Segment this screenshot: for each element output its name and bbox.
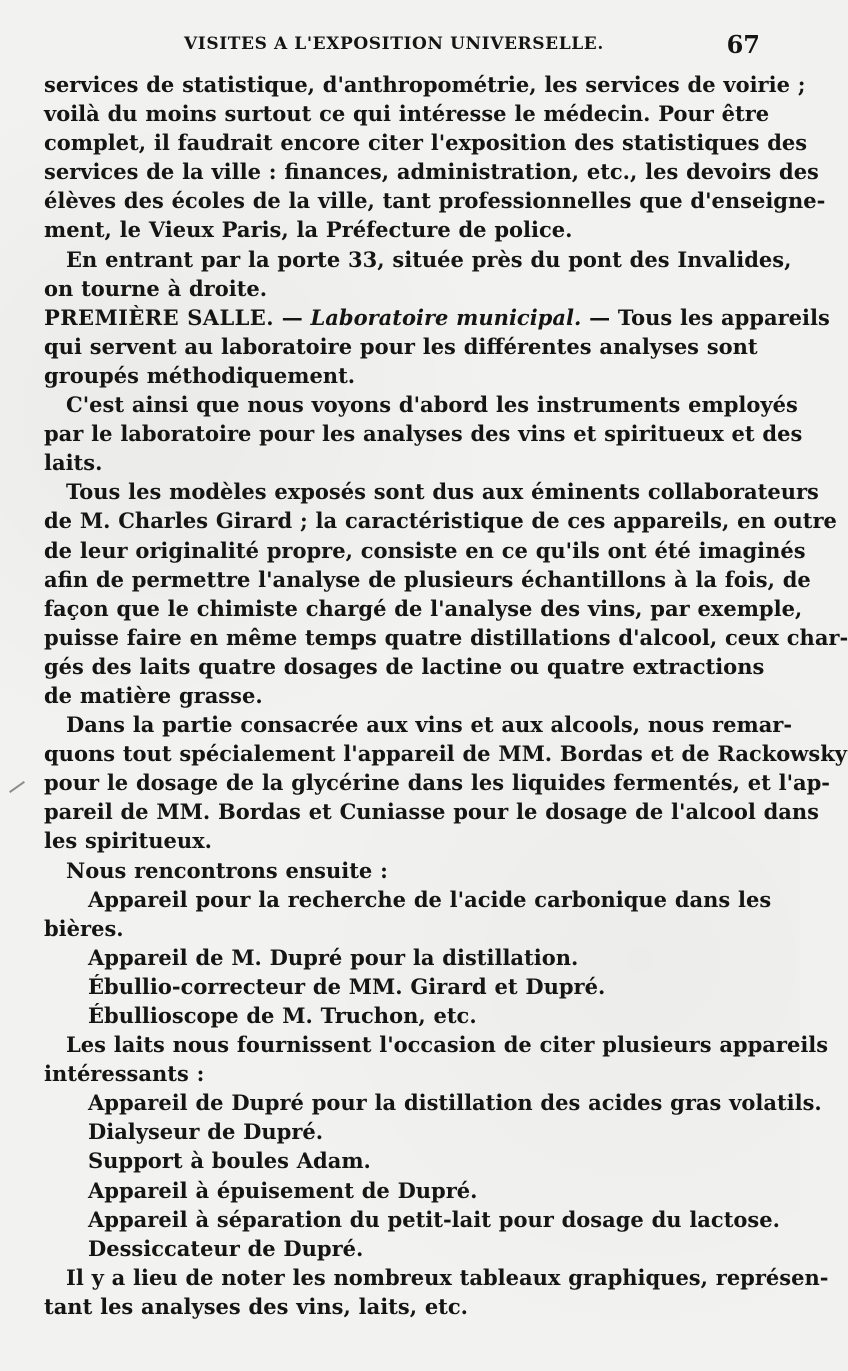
text-line: Nous rencontrons ensuite : <box>66 857 388 883</box>
text-line: pour le dosage de la glycérine dans les liquides fermentés, et l'ap- <box>44 770 831 796</box>
text-line: services de la ville : finances, administration, etc., les devoirs des <box>44 159 819 185</box>
text-line: de matière grasse. <box>44 682 263 708</box>
list-item: Ébullio-correcteur de MM. Girard et Dupré. <box>88 973 606 999</box>
text-line: laits. <box>44 450 103 476</box>
text-line: qui servent au laboratoire pour les différentes analyses sont <box>44 333 758 359</box>
page-header <box>44 28 762 66</box>
text-line: Tous les modèles exposés sont dus aux éminents collaborateurs <box>66 479 819 505</box>
text-line: on tourne à droite. <box>44 275 268 301</box>
text-line: Dans la partie consacrée aux vins et aux alcools, nous remar- <box>66 712 793 738</box>
list-item: Appareil à épuisement de Dupré. <box>88 1177 478 1203</box>
text-line: intéressants : <box>44 1061 205 1087</box>
section-rest: — Tous les appareils <box>581 304 830 330</box>
list-item: Dialyseur de Dupré. <box>88 1119 324 1145</box>
text-line: Il y a lieu de noter les nombreux tableaux graphiques, représen- <box>66 1264 829 1290</box>
list-item: Dessiccateur de Dupré. <box>88 1235 364 1261</box>
section-title: Laboratoire municipal. <box>310 304 582 330</box>
margin-pencil-mark <box>9 781 25 793</box>
text-line: complet, il faudrait encore citer l'exposition des statistiques des <box>44 130 808 156</box>
text-line: Les laits nous fournissent l'occasion de citer plusieurs appareils <box>66 1032 829 1058</box>
text-line: bières. <box>44 915 124 941</box>
page-text <box>44 70 848 1321</box>
section-dash: — <box>273 304 311 330</box>
section-label: PREMIÈRE SALLE. <box>44 304 274 330</box>
text-line: façon que le chimiste chargé de l'analyse des vins, par exemple, <box>44 595 803 621</box>
list-item: Support à boules Adam. <box>88 1148 371 1174</box>
text-line: afin de permettre l'analyse de plusieurs échantillons à la fois, de <box>44 566 811 592</box>
section-heading-line <box>44 303 830 332</box>
text-line: gés des laits quatre dosages de lactine ou quatre extractions <box>44 653 765 679</box>
list-item: Appareil de Dupré pour la distillation des acides gras volatils. <box>88 1090 822 1116</box>
page-number: 67 <box>726 30 760 59</box>
text-line: En entrant par la porte 33, située près du pont des Invalides, <box>66 246 792 272</box>
text-line: élèves des écoles de la ville, tant professionnelles que d'enseigne- <box>44 188 826 214</box>
list-item: Appareil pour la recherche de l'acide carbonique dans les <box>88 886 772 912</box>
text-line: par le laboratoire pour les analyses des vins et spiritueux et des <box>44 421 803 447</box>
text-line: de leur originalité propre, consiste en ce qu'ils ont été imaginés <box>44 537 806 563</box>
text-line: tant les analyses des vins, laits, etc. <box>44 1293 468 1319</box>
text-line: ment, le Vieux Paris, la Préfecture de police. <box>44 217 573 243</box>
text-line: voilà du moins surtout ce qui intéresse le médecin. Pour être <box>44 101 770 127</box>
text-line: de M. Charles Girard ; la caractéristique de ces appareils, en outre <box>44 508 837 534</box>
text-line: services de statistique, d'anthropométrie, les services de voirie ; <box>44 72 806 97</box>
text-line: groupés méthodiquement. <box>44 362 356 388</box>
list-item: Ébullioscope de M. Truchon, etc. <box>88 1003 477 1028</box>
text-line: C'est ainsi que nous voyons d'abord les instruments employés <box>66 392 798 418</box>
list-item: Appareil de M. Dupré pour la distillation. <box>88 944 579 970</box>
running-head: VISITES A L'EXPOSITION UNIVERSELLE. <box>184 34 604 54</box>
list-item: Appareil à séparation du petit-lait pour dosage du lactose. <box>88 1206 780 1232</box>
text-line: quons tout spécialement l'appareil de MM. Bordas et de Rackowsky <box>44 741 847 767</box>
text-line: les spiritueux. <box>44 828 212 854</box>
text-line: pareil de MM. Bordas et Cuniasse pour le dosage de l'alcool dans <box>44 799 819 825</box>
text-line: puisse faire en même temps quatre distillations d'alcool, ceux char- <box>44 624 848 650</box>
